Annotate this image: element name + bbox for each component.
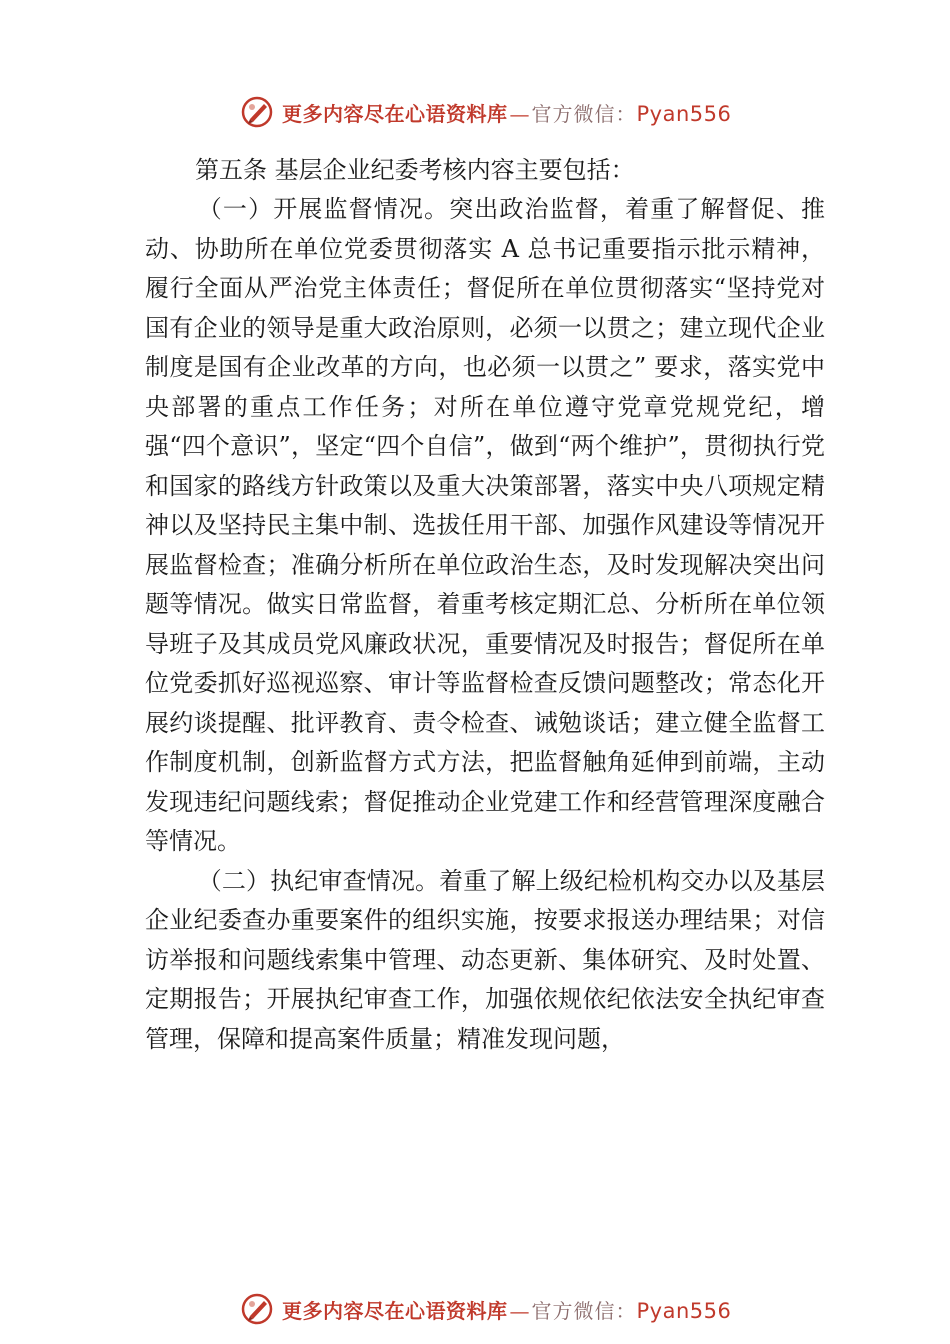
paragraph-1: （一）开展监督情况。突出政治监督，着重了解督促、推动、协助所在单位党委贯彻落实 A 总书记重要指示批示精神，履行全面从严治党主体责任；督促所在单位贯彻落实“坚持党对国有企业的领导是重大政治原则，必须一以贯之；建立现代企业制度是国有企业改革的方向，也必须一以贯之” 要求，落实党中央部署的重点工作任务；对所在单位遵守党章党规党纪，增强“四个意识”，坚定“四个自信”，做到“两个维护”，贯彻执行党和国家的路线方针政策以及重大决策部署，落实中央八项规定精神以及坚持民主集中制、选拔任用干部、加强作风建设等情况开展监督检查；准确分析所在单位政治生态，及时发现解决突出问题等情况。做实日常监督，着重考核定期汇总、分析所在单位领导班子及其成员党风廉政状况，重要情况及时报告；督促所在单位党委抓好巡视巡察、审计等监督检查反馈问题整改；常态化开展约谈提醒、批评教育、责令检查、诫勉谈话；建立健全监督工作制度机制，创新监督方式方法，把监督触角延伸到前端，主动发现违纪问题线索；督促推动企业党建工作和经营管理深度融合等情况。: [145, 195, 825, 855]
banner-wechat-id: Pyan556: [636, 101, 732, 126]
footer-banner: [240, 1289, 731, 1329]
banner-dash: —: [509, 1298, 530, 1323]
pen-logo-icon: [240, 95, 274, 129]
banner-wechat-id: Pyan556: [636, 1298, 732, 1323]
banner-wechat-label: 官方微信：: [531, 101, 637, 126]
banner-wechat-label: 官方微信：: [531, 1298, 637, 1323]
banner-dash: —: [509, 101, 530, 126]
banner-title: 更多内容尽在心语资料库: [282, 1298, 508, 1323]
banner-title: 更多内容尽在心语资料库: [282, 101, 508, 126]
article-title: 第五条 基层企业纪委考核内容主要包括：: [195, 156, 635, 184]
document-body: [145, 150, 825, 1059]
header-banner: [240, 92, 731, 132]
paragraph-2: （二）执纪审查情况。着重了解上级纪检机构交办以及基层企业纪委查办重要案件的组织实施，按要求报送办理结果；对信访举报和问题线索集中管理、动态更新、集体研究、及时处置、定期报告；开展执纪审查工作，加强依规依纪依法安全执纪审查管理，保障和提高案件质量；精准发现问题，: [145, 866, 825, 1053]
pen-logo-icon: [240, 1292, 274, 1326]
